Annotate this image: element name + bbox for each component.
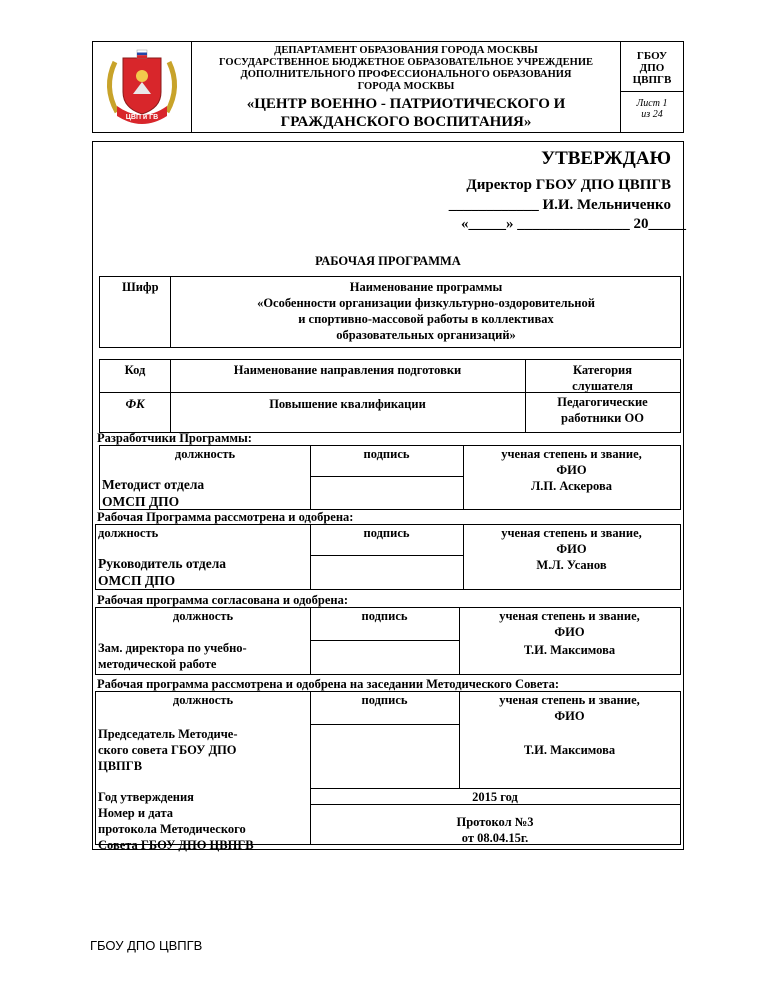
council-table [95, 691, 681, 852]
agreed-table [95, 607, 681, 675]
program-name-line: «Особенности организации физкультурно-оздоровительной [257, 296, 595, 310]
reviewed-table [95, 524, 681, 590]
org-line: ГОСУДАРСТВЕННОЕ БЮДЖЕТНОЕ ОБРАЗОВАТЕЛЬНОЕ УЧРЕЖДЕНИЕ [218, 57, 593, 68]
sheet-total: из 24 [641, 109, 663, 120]
center-title-line: ГРАЖДАНСКОГО ВОСПИТАНИЯ» [280, 114, 532, 130]
position-line: Зам. директора по учебно- [98, 641, 247, 655]
code-value: ФК [125, 397, 145, 411]
col-signature: подпись [363, 447, 410, 461]
category-value-line: работники ОО [561, 411, 644, 425]
org-code-line: ГБОУ [636, 50, 668, 62]
approval-date-line: «_____» _______________ 20_____ [461, 216, 686, 232]
sheet-number [621, 92, 683, 120]
coat-of-arms-logo [93, 42, 191, 132]
protocol-label [98, 805, 254, 853]
protocol-label-line: протокола Методического [98, 822, 246, 836]
category-label-line: слушателя [572, 379, 633, 393]
reviewed-heading: Рабочая Программа рассмотрена и одобрена: [97, 510, 354, 524]
category-label [525, 362, 680, 394]
position-line: ского совета ГБОУ ДПО [98, 743, 237, 757]
developers-heading: Разработчики Программы: [97, 431, 252, 445]
position-line: ОМСП ДПО [102, 494, 180, 509]
year-label: Год утверждения [98, 790, 194, 804]
protocol-date: от 08.04.15г. [461, 831, 529, 845]
logo-cell [93, 42, 192, 132]
sheet-line: Лист 1 [636, 98, 668, 109]
page-footer: ГБОУ ДПО ЦВПГВ [90, 938, 203, 953]
col-degree [463, 446, 680, 478]
position-line: Руководитель отдела [98, 556, 227, 571]
org-line: ДОПОЛНИТЕЛЬНОГО ПРОФЕССИОНАЛЬНОГО ОБРАЗОВАНИЯ [240, 69, 572, 80]
protocol-number: Протокол №3 [456, 815, 534, 829]
org-line: ГОРОДА МОСКВЫ [357, 81, 455, 92]
position-value [102, 476, 204, 510]
col-position: должность [98, 526, 159, 540]
program-table [99, 276, 681, 348]
program-name-line: образовательных организаций» [336, 328, 516, 342]
col-position: должность [172, 609, 234, 623]
col-degree [459, 608, 680, 640]
program-title: РАБОЧАЯ ПРОГРАММА [315, 254, 461, 268]
col-signature: подпись [361, 609, 408, 623]
approve-heading: УТВЕРЖДАЮ [541, 148, 671, 169]
position-value [98, 640, 247, 672]
document-header [92, 41, 684, 133]
year-value: 2015 год [472, 790, 518, 804]
col-fio-line: ФИО [554, 709, 585, 723]
org-code-line: ДПО [639, 62, 665, 74]
col-degree-line: ученая степень и звание, [501, 447, 642, 461]
direction-table [99, 359, 681, 433]
organization-name [192, 42, 620, 93]
col-fio-line: ФИО [556, 463, 587, 477]
protocol-label-line: Номер и дата [98, 806, 173, 820]
reviewer-fio: М.Л. Усанов [536, 558, 607, 572]
col-degree-line: ученая степень и звание, [501, 526, 642, 540]
agreed-heading: Рабочая программа согласована и одобрена: [97, 593, 349, 607]
position-value [98, 555, 226, 589]
center-title [192, 95, 620, 131]
main-frame [92, 141, 684, 850]
col-position: должность [174, 447, 236, 461]
category-value-line: Педагогические [557, 395, 648, 409]
protocol-value [310, 814, 680, 846]
col-degree [459, 692, 680, 724]
agreed-fio: Т.И. Максимова [523, 643, 616, 657]
col-degree-line: ученая степень и звание, [499, 609, 640, 623]
col-degree [463, 525, 680, 557]
organization-cell [192, 42, 621, 132]
category-label-line: Категория [572, 363, 633, 377]
col-signature: подпись [361, 693, 408, 707]
col-degree-line: ученая степень и звание, [499, 693, 640, 707]
position-line: ОМСП ДПО [98, 573, 176, 588]
director-signature-line: ____________ И.И. Мельниченко [448, 197, 671, 213]
category-value [525, 394, 680, 426]
code-sheet-cell [621, 42, 683, 132]
org-code-line: ЦВПГВ [632, 74, 672, 86]
svg-text:ЦВП и ГВ: ЦВП и ГВ [125, 114, 159, 121]
col-position: должность [172, 693, 234, 707]
program-name-label: Наименование программы [349, 280, 503, 294]
direction-label: Наименование направления подготовки [233, 363, 462, 377]
position-line: ЦВПГВ [98, 759, 143, 773]
program-name-line: и спортивно-массовой работы в коллективах [298, 312, 554, 326]
code-label: Код [124, 363, 146, 377]
position-value [98, 726, 237, 774]
col-signature: подпись [363, 526, 410, 540]
position-line: Председатель Методиче- [98, 727, 238, 741]
council-heading: Рабочая программа рассмотрена и одобрена на заседании Методического Совета: [97, 677, 560, 691]
org-line: ДЕПАРТАМЕНТ ОБРАЗОВАНИЯ ГОРОДА МОСКВЫ [274, 45, 538, 56]
position-line: методической работе [98, 657, 217, 671]
direction-value: Повышение квалификации [269, 397, 426, 411]
center-title-line: «ЦЕНТР ВОЕННО - ПАТРИОТИЧЕСКОГО И [246, 96, 566, 112]
developer-fio: Л.П. Аскерова [530, 479, 612, 493]
position-line: Методист отдела [102, 477, 205, 492]
col-fio-line: ФИО [554, 625, 585, 639]
council-fio: Т.И. Максимова [523, 743, 616, 757]
director-title: Директор ГБОУ ДПО ЦВПГВ [466, 177, 671, 193]
protocol-label-line: Совета ГБОУ ДПО ЦВПГВ [98, 838, 254, 852]
org-code [621, 42, 683, 92]
cipher-label: Шифр [122, 280, 159, 294]
developers-table [99, 445, 681, 510]
col-fio-line: ФИО [556, 542, 587, 556]
